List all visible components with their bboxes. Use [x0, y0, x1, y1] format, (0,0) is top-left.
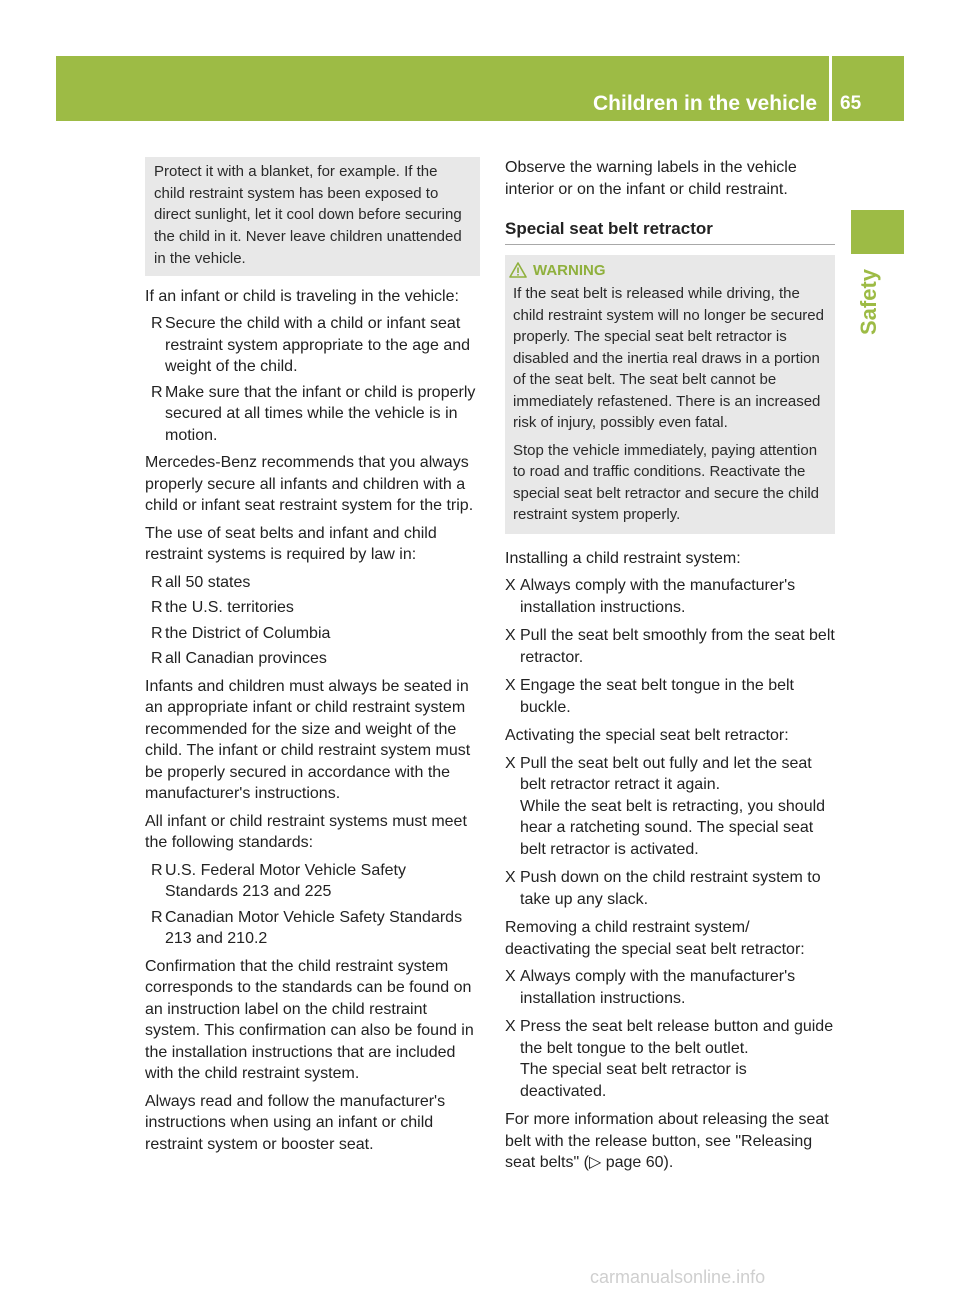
paragraph: The use of seat belts and infant and child restraint systems is required by law in: [145, 524, 437, 564]
step-list [505, 966, 835, 1102]
warning-header [509, 260, 827, 282]
watermark: carmanualsonline.info [590, 1267, 766, 1287]
list-item: R all 50 states [145, 572, 480, 594]
section-tab-label: Safety [856, 268, 881, 335]
step-item: X Engage the seat belt tongue in the belt buckle. [505, 677, 794, 716]
bullet-marker-icon: R [151, 624, 163, 642]
paragraph: Mercedes-Benz recommends that you always properly secure all infants and children with a child or infant seat restraint system for the trip. [145, 454, 474, 515]
warning-text: Stop the vehicle immediately, paying attention to road and traffic conditions. Reactivate the special seat belt retractor and secure the child restraint system properly. [513, 441, 819, 523]
paragraph: Infants and children must always be seated in an appropriate infant or child restraint system recommended for the size and weight of the child. The infant or child restraint system must be properly secured in accordance with the manufacturer's instructions. [145, 677, 471, 803]
paragraph: All infant or child restraint systems must meet the following standards: [145, 812, 467, 852]
paragraph: Observe the warning labels in the vehicle interior or on the infant or child restraint. [505, 159, 797, 198]
page-reference-icon: ▷ [588, 1154, 602, 1171]
step-item: X Press the seat belt release button and guide the belt tongue to the belt outlet. The special seat belt retractor is deactivated. [505, 1016, 835, 1102]
arrow-marker-icon: X [505, 869, 516, 886]
bullet-marker-icon: R [151, 599, 163, 617]
step-list [505, 575, 835, 718]
paragraph: Confirmation that the child restraint system corresponds to the standards can be found on an instruction label on the child restraint system. This confirmation can also be found in the installation instructions that are included with the child restraint system. [145, 957, 474, 1083]
header-divider [829, 56, 832, 121]
bullet-marker-icon: R [151, 315, 163, 333]
warning-box [505, 255, 835, 534]
list-item: R the District of Columbia [145, 623, 480, 645]
list-item: R all Canadian provinces [145, 648, 480, 670]
section-tab-marker [851, 210, 904, 254]
arrow-marker-icon: X [505, 754, 516, 772]
warning-text: If the seat belt is released while driving, the child restraint system will no longer be secured properly. The special seat belt retractor is disabled and the inertia real draws in a portion of the seat belt. The seat belt cannot be immediately refastened. There is an increased risk of injury, possibly even fatal. [513, 285, 824, 431]
paragraph: Removing a child restraint system/ deactivating the special seat belt retractor: [505, 919, 805, 958]
bullet-list [145, 860, 480, 950]
paragraph: Installing a child restraint system: [505, 549, 741, 567]
bullet-marker-icon: R [151, 573, 163, 591]
arrow-marker-icon: X [505, 577, 516, 594]
step-item: X Pull the seat belt smoothly from the seat belt retractor. [505, 627, 835, 666]
page-number: 65 [840, 93, 862, 114]
bullet-list [145, 313, 480, 446]
arrow-marker-icon: X [505, 968, 516, 985]
step-result: The special seat belt retractor is deactivated. [520, 1061, 747, 1100]
warning-triangle-icon [509, 262, 527, 278]
list-item: R Make sure that the infant or child is properly secured at all times while the vehicle is in motion. [151, 383, 476, 444]
step-result: While the seat belt is retracting, you should hear a ratcheting sound. The special seat belt retractor is activated. [520, 797, 826, 858]
list-item: R U.S. Federal Motor Vehicle Safety Standards 213 and 225 [151, 861, 406, 901]
paragraph: If an infant or child is traveling in the vehicle: [145, 287, 459, 305]
list-item: R the U.S. territories [145, 597, 480, 619]
arrow-marker-icon: X [505, 627, 516, 644]
step-item: X Always comply with the manufacturer's installation instructions. [505, 577, 796, 616]
warning-label: WARNING [533, 261, 606, 279]
page-reference-link[interactable]: page 60 [605, 1154, 664, 1171]
step-item: X Push down on the child restraint system to take up any slack. [505, 869, 821, 908]
section-heading: Special seat belt retractor [505, 218, 835, 245]
left-column [145, 157, 480, 1161]
bullet-marker-icon: R [151, 908, 163, 926]
list-item: R Canadian Motor Vehicle Safety Standards 213 and 210.2 [151, 908, 463, 948]
arrow-marker-icon: X [505, 1018, 516, 1035]
bullet-list [145, 572, 480, 670]
paragraph: Always read and follow the manufacturer's instructions when using an infant or child restraint system or booster seat. [145, 1092, 446, 1153]
bullet-marker-icon: R [151, 861, 163, 879]
bullet-marker-icon: R [151, 650, 163, 668]
step-list [505, 753, 835, 911]
paragraph: Activating the special seat belt retractor: [505, 727, 789, 744]
list-item: R Secure the child with a child or infant seat restraint system appropriate to the age and weight of the child. [151, 315, 471, 376]
bullet-marker-icon: R [151, 383, 163, 401]
step-item: X Always comply with the manufacturer's installation instructions. [505, 968, 796, 1007]
right-column [505, 157, 835, 1180]
step-item: X Pull the seat belt out fully and let the seat belt retractor retract it again. While the seat belt is retracting, you should hear a ratcheting sound. The special seat belt retractor is activated. [505, 753, 835, 861]
arrow-marker-icon: X [505, 677, 516, 694]
notice-box: Protect it with a blanket, for example. If the child restraint system has been exposed to direct sunlight, let it cool down before securing the child in it. Never leave children unattended in the vehicle. [145, 157, 480, 276]
chapter-title: Children in the vehicle [593, 92, 818, 115]
paragraph: For more information about releasing the seat belt with the release button, see "Releasing seat belts" (▷ page 60). [505, 1111, 829, 1171]
